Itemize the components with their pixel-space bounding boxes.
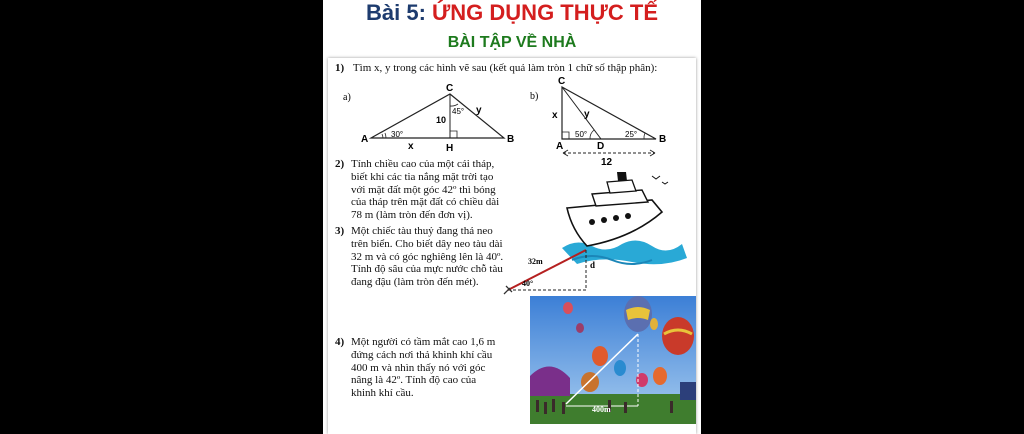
problem-2-line: của tháp trên mặt đất có chiều dài [351,196,500,209]
problem-1-number: 1) [335,62,345,74]
side-x-label: x [408,141,414,152]
problem-4-line: đứng cách nơi thả khinh khí cầu [351,348,493,361]
angle-a-arc-2 [385,133,386,138]
height-label: 10 [436,115,447,125]
right-angle-mark [450,131,457,138]
label-a: A [361,134,369,145]
ship-hull [567,200,662,246]
balloon-small [563,302,573,314]
problem-2-number: 2) [335,158,345,170]
lesson-label: Bài 5: [366,0,426,25]
problem-4-number: 4) [335,336,345,348]
lesson-title [323,0,701,28]
porthole [625,213,631,219]
problem-4 [335,336,525,400]
balloon-orange [592,346,608,366]
porthole [613,215,619,221]
figure-a-tag: a) [343,92,351,103]
label-a-b: A [556,141,564,152]
problem-2 [335,158,525,222]
angle-c-arc [450,104,458,106]
problem-1-text: Tìm x, y trong các hình vẽ sau (kết quả làm tròn 1 chữ số thập phân): [352,62,658,74]
worksheet-page [323,0,701,434]
section-title: BÀI TẬP VỀ NHÀ [447,34,577,51]
balloon-orange-2 [653,367,667,385]
triangle-figure-b [528,76,694,168]
problem-3-text [351,225,525,289]
label-h: H [446,143,454,154]
problem-4-line: khinh khí cầu. [351,387,414,400]
problem-2-line: 78 m (làm tròn đến đơn vị). [351,209,473,222]
balloon-red [662,317,694,355]
label-d-b: D [597,141,605,152]
angle-b-arc [644,133,645,139]
lesson-topic: ỨNG DỤNG THỰC TẾ [432,0,658,25]
angle-d-arc [590,130,594,139]
angle-d-value: 50° [575,130,588,139]
label-b: B [507,134,515,145]
balloon-small [650,318,658,330]
problem-4-line: Một người có tầm mắt cao 1,6 m [351,336,496,348]
problem-3-line: 32 m và có góc nghiêng lên là 40º. [351,250,504,263]
problem-2-line: biết khi các tia nắng mặt trời tạo [351,170,494,183]
hot-air-balloon-photo [530,296,696,424]
label-c: C [446,83,454,94]
distance-label: 400m [592,405,611,414]
porthole [589,219,595,225]
label-b-b: B [659,134,667,145]
problem-3-line: đang đậu (làm tròn đến mét). [351,276,479,289]
ship-funnel [617,172,627,181]
label-c-b: C [558,76,566,87]
side-y-label-b: y [584,109,590,120]
problem-3-line: Tính độ sâu của mực nước chỗ tàu [351,263,503,276]
side-x-label-b: x [552,110,558,121]
rope-length-label: 32m [528,257,543,266]
porthole [601,217,607,223]
problem-2-text [351,158,525,222]
problem-2-line: với mặt đất một góc 42º thì bóng [351,183,496,196]
angle-b-value: 25° [625,130,638,139]
problem-4-line: nâng là 42º. Tính độ cao của [351,374,477,387]
ship-bridge [607,180,636,193]
problem-3-number: 3) [335,225,345,237]
seagull-icons [652,176,668,184]
problem-4-text [351,336,525,400]
problem-3-line: trên biển. Cho biết dây neo tàu dài [351,237,503,250]
depth-label: d [590,260,596,270]
problem-3-line: Một chiếc tàu thuỷ đang thả neo [351,225,493,237]
side-y-label: y [476,105,482,116]
right-angle-mark-b [562,132,569,139]
anchor-icon [504,286,512,294]
problem-2-line: Tính chiều cao của một cái tháp, [351,158,495,170]
base-length-label: 12 [601,157,613,168]
balloon-small [576,323,584,333]
problem-4-line: 400 m và nhìn thấy nó với góc [351,361,486,374]
balloon-blue [614,360,626,376]
anchor-rope [508,250,586,290]
figure-b-tag: b) [530,91,539,102]
balloon-inflating [680,382,696,400]
exercise-card [328,58,696,434]
triangle-figure-a [340,80,520,155]
problem-1 [335,62,657,75]
angle-c-value: 45° [452,107,465,116]
angle-a-arc [382,134,383,138]
rope-angle-label: 40° [522,279,534,288]
problem-3 [335,225,525,289]
ship-anchor-figure [502,168,696,296]
angle-a-value: 30° [391,130,404,139]
